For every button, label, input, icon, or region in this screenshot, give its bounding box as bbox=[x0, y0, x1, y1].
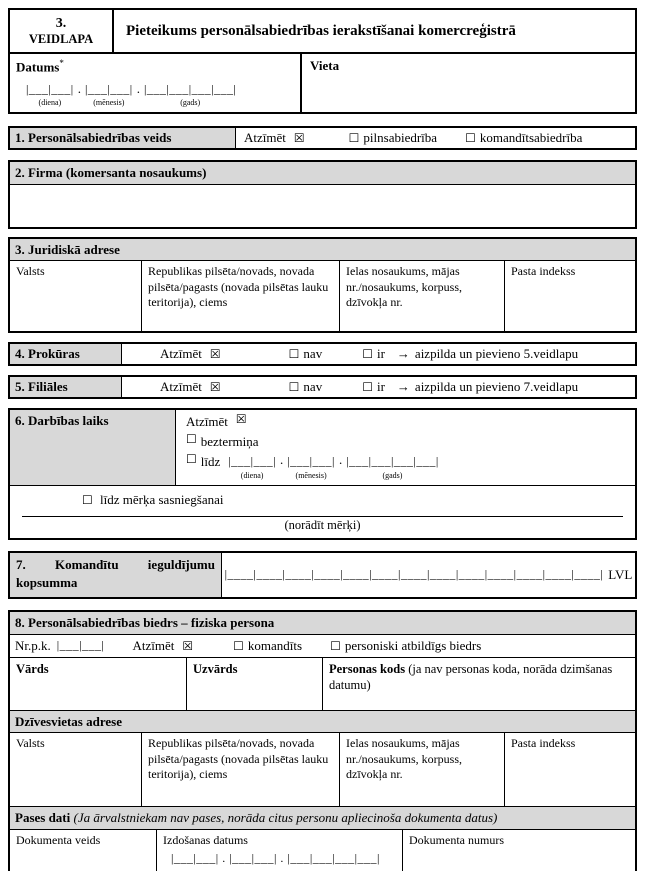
address-country-label: Valsts bbox=[16, 736, 45, 751]
firma-input-area[interactable] bbox=[10, 185, 635, 227]
passport-note-text: (Ja ārvalstniekam nav pases, norāda citus personu apliecinoša dokumenta datus) bbox=[73, 810, 498, 826]
option-beztermina-label: beztermiņa bbox=[200, 433, 259, 449]
date-separator: . bbox=[338, 451, 343, 467]
checkbox-empty-icon[interactable]: ☐ bbox=[288, 347, 300, 362]
atzimet-mark[interactable] bbox=[160, 346, 221, 362]
personal-code-note: (ja nav personas koda, norāda dzimšanas datumu) bbox=[329, 661, 613, 692]
until-month-group[interactable] bbox=[287, 453, 335, 481]
surname-label: Uzvārds bbox=[193, 661, 238, 676]
until-year-group[interactable] bbox=[346, 453, 439, 481]
date-separator: . bbox=[279, 451, 284, 467]
date-label-line bbox=[16, 58, 294, 75]
personal-code-cell[interactable] bbox=[323, 658, 635, 710]
form-word: VEIDLAPA bbox=[28, 31, 94, 46]
checkbox-empty-icon[interactable]: ☐ bbox=[82, 492, 93, 507]
date-place-row bbox=[10, 54, 635, 112]
doc-number-label: Dokumenta numurs bbox=[409, 832, 504, 847]
date-label: Datums bbox=[16, 59, 60, 75]
top-block bbox=[8, 8, 637, 114]
form-header bbox=[10, 10, 635, 54]
date-year-group[interactable] bbox=[144, 82, 237, 108]
address-street-cell[interactable] bbox=[340, 261, 505, 331]
doc-issue-cell[interactable] bbox=[157, 830, 403, 871]
checkbox-checked-icon[interactable]: ☒ bbox=[235, 412, 247, 427]
option-pilnsabiedriba[interactable] bbox=[349, 130, 437, 146]
section3-title: 3. Juridiskā adrese bbox=[10, 239, 635, 262]
address-city-cell[interactable] bbox=[142, 261, 340, 331]
document-table bbox=[10, 830, 635, 871]
checkbox-empty-icon[interactable]: ☐ bbox=[362, 380, 373, 395]
option-nav-label: nav bbox=[303, 379, 323, 395]
passport-title-text: Pases dati bbox=[15, 810, 71, 826]
option-goal[interactable] bbox=[82, 491, 627, 509]
checkbox-empty-icon[interactable]: ☐ bbox=[288, 380, 300, 395]
checkbox-checked-icon[interactable]: ☒ bbox=[209, 380, 221, 395]
section5 bbox=[8, 375, 637, 399]
option-lidz-date[interactable] bbox=[186, 453, 625, 481]
atzimet-label: Atzīmēt bbox=[132, 637, 175, 653]
arrow-right-icon: → bbox=[396, 379, 410, 395]
doc-type-label: Dokumenta veids bbox=[16, 832, 101, 847]
nr-blanks[interactable]: |___|___| bbox=[56, 638, 105, 652]
atzimet-mark[interactable] bbox=[160, 379, 221, 395]
section6-content bbox=[176, 410, 635, 485]
until-year-blanks[interactable]: |___|___|___|___| bbox=[346, 453, 439, 468]
option-atbildigs-biedrs-label: personiski atbildīgs biedrs bbox=[344, 637, 482, 653]
checkbox-empty-icon[interactable]: ☐ bbox=[186, 431, 197, 446]
person-name-table bbox=[10, 658, 635, 711]
section5-content bbox=[122, 377, 635, 397]
option-komandits-label: komandīts bbox=[247, 637, 303, 653]
goal-caption: (norādīt mērķi) bbox=[284, 517, 361, 532]
option-nav[interactable] bbox=[289, 346, 323, 362]
checkbox-empty-icon[interactable]: ☐ bbox=[362, 347, 373, 362]
option-nav[interactable] bbox=[289, 379, 323, 395]
date-month-caption: (mēnesis) bbox=[93, 98, 125, 108]
until-month-caption: (mēnesis) bbox=[295, 471, 327, 481]
date-day-blanks[interactable]: |___|___| bbox=[26, 82, 74, 97]
option-pilnsabiedriba-label: pilnsabiedrība bbox=[363, 130, 438, 145]
form-number-badge bbox=[10, 10, 114, 52]
date-month-blanks[interactable]: |___|___| bbox=[84, 82, 133, 97]
section6 bbox=[8, 408, 637, 540]
section3 bbox=[8, 237, 637, 334]
address-country-label: Valsts bbox=[16, 264, 45, 279]
until-day-blanks[interactable]: |___|___| bbox=[228, 453, 276, 468]
arrow-right-icon: → bbox=[396, 346, 410, 362]
date-field[interactable] bbox=[26, 82, 294, 108]
section4-note bbox=[397, 346, 578, 362]
until-month-blanks[interactable]: |___|___| bbox=[287, 453, 335, 468]
address-city-label: Republikas pilsēta/novads, novada pilsēta/pagasts (novada pilsētas lauku teritorija), ciems bbox=[148, 264, 329, 310]
option-ir-label: ir bbox=[376, 379, 385, 395]
place-label: Vieta bbox=[310, 58, 340, 73]
address-country-cell[interactable] bbox=[10, 261, 142, 331]
address-street-label: Ielas nosaukums, mājas nr./nosaukums, korpuss, dzīvokļa nr. bbox=[346, 264, 463, 310]
option-atbildigs-biedrs[interactable] bbox=[330, 638, 481, 654]
checkbox-checked-icon[interactable]: ☒ bbox=[209, 347, 221, 362]
doc-issue-label: Izdošanas datums bbox=[163, 832, 248, 847]
date-month-group[interactable] bbox=[85, 82, 133, 108]
date-day-caption: (diena) bbox=[38, 98, 62, 108]
atzimet-label: Atzīmēt bbox=[186, 414, 228, 430]
member-type-row bbox=[10, 635, 635, 658]
amount-blanks[interactable]: |____|____|____|____|____|____|____|____|____|____|____|____|____| bbox=[224, 567, 604, 582]
name-label: Vārds bbox=[16, 661, 49, 676]
date-year-blanks[interactable]: |___|___|___|___| bbox=[143, 82, 237, 97]
section6-title: 6. Darbības laiks bbox=[10, 410, 176, 485]
doc-number-cell[interactable] bbox=[403, 830, 635, 871]
option-ir-label: ir bbox=[376, 346, 385, 362]
option-ir[interactable] bbox=[362, 346, 385, 362]
section1-title: 1. Personālsabiedrības veids bbox=[10, 128, 236, 148]
address-street-label: Ielas nosaukums, mājas nr./nosaukums, korpuss, dzīvokļa nr. bbox=[346, 736, 463, 782]
option-beztermina[interactable] bbox=[186, 433, 625, 452]
address-postal-cell[interactable] bbox=[505, 261, 635, 331]
address-street-cell[interactable] bbox=[340, 733, 505, 806]
date-separator: . bbox=[136, 81, 140, 97]
nr-label: Nr.p.k. bbox=[15, 637, 51, 653]
section7 bbox=[8, 551, 637, 599]
checkbox-checked-icon[interactable]: ☒ bbox=[293, 131, 305, 145]
section6-goal-area bbox=[10, 485, 635, 538]
name-cell[interactable] bbox=[10, 658, 187, 710]
address-city-label: Republikas pilsēta/novads, novada pilsēta/pagasts (novada pilsētas lauku teritorija), ciems bbox=[148, 736, 329, 782]
residence-address-table bbox=[10, 733, 635, 807]
section1 bbox=[8, 126, 637, 150]
checkbox-empty-icon[interactable]: ☐ bbox=[233, 638, 244, 653]
section4-title: 4. Prokūras bbox=[10, 344, 122, 364]
atzimet-mark[interactable] bbox=[186, 413, 625, 432]
currency-label: LVL bbox=[608, 566, 633, 582]
address-postal-cell[interactable] bbox=[505, 733, 635, 806]
atzimet-label: Atzīmēt bbox=[160, 346, 202, 362]
section4-content bbox=[122, 344, 635, 364]
doc-type-cell[interactable] bbox=[10, 830, 157, 871]
address-postal-label: Pasta indekss bbox=[511, 736, 576, 751]
section5-note-text: aizpilda un pievieno 7.veidlapu bbox=[414, 379, 579, 395]
checkbox-empty-icon[interactable]: ☐ bbox=[348, 131, 360, 145]
checkbox-empty-icon[interactable]: ☐ bbox=[465, 131, 476, 145]
checkbox-empty-icon[interactable]: ☐ bbox=[186, 451, 197, 466]
option-nav-label: nav bbox=[303, 346, 323, 362]
checkbox-checked-icon[interactable]: ☒ bbox=[182, 638, 194, 653]
personal-code-label: Personas kods bbox=[329, 661, 406, 676]
form-title: Pieteikums personālsabiedrības ierakstīšanai komercreģistrā bbox=[126, 22, 516, 39]
atzimet-mark[interactable] bbox=[244, 130, 305, 146]
date-year-caption: (gads) bbox=[180, 98, 201, 108]
address-country-cell[interactable] bbox=[10, 733, 142, 806]
section2 bbox=[8, 160, 637, 229]
section1-content bbox=[236, 128, 635, 148]
option-komandits[interactable] bbox=[233, 638, 302, 654]
doc-issue-date-field[interactable]: |___|___| . |___|___| . |___|___|___|___| bbox=[171, 851, 380, 866]
amount-field[interactable] bbox=[222, 553, 635, 597]
date-asterisk: * bbox=[59, 58, 64, 68]
residence-address-title: Dzīvesvietas adrese bbox=[10, 711, 635, 734]
date-day-group[interactable] bbox=[26, 82, 74, 108]
passport-data-title bbox=[10, 807, 635, 830]
until-year-caption: (gads) bbox=[382, 471, 403, 481]
atzimet-label: Atzīmēt bbox=[160, 379, 202, 395]
section4-note-text: aizpilda un pievieno 5.veidlapu bbox=[414, 346, 579, 362]
section4 bbox=[8, 342, 637, 366]
option-komanditsabiedriba-label: komandītsabiedrība bbox=[479, 130, 583, 145]
place-cell[interactable] bbox=[302, 54, 635, 112]
date-separator: . bbox=[77, 81, 81, 97]
address-city-cell[interactable] bbox=[142, 733, 340, 806]
nr-field[interactable] bbox=[15, 638, 104, 654]
legal-address-table bbox=[10, 261, 635, 331]
section8-title: 8. Personālsabiedrības biedrs – fiziska persona bbox=[10, 612, 635, 635]
section6-top bbox=[10, 410, 635, 485]
option-goal-label: līdz mērķa sasniegšanai bbox=[100, 491, 224, 507]
section5-title: 5. Filiāles bbox=[10, 377, 122, 397]
option-komanditsabiedriba[interactable] bbox=[465, 130, 582, 146]
section7-title: 7. Komandītu ieguldījumu kopsumma bbox=[10, 553, 222, 597]
surname-cell[interactable] bbox=[187, 658, 323, 710]
until-day-caption: (diena) bbox=[240, 471, 264, 481]
section5-note bbox=[397, 379, 578, 395]
address-postal-label: Pasta indekss bbox=[511, 264, 576, 279]
atzimet-label: Atzīmēt bbox=[244, 130, 286, 145]
checkbox-empty-icon[interactable]: ☐ bbox=[330, 638, 341, 653]
option-ir[interactable] bbox=[362, 379, 385, 395]
atzimet-mark[interactable] bbox=[132, 638, 193, 654]
until-day-group[interactable] bbox=[228, 453, 276, 481]
section2-title: 2. Firma (komersanta nosaukums) bbox=[10, 162, 635, 185]
date-cell[interactable] bbox=[10, 54, 302, 112]
section8 bbox=[8, 610, 637, 871]
option-lidz-label: līdz bbox=[200, 453, 221, 469]
form-number: 3. bbox=[55, 15, 67, 31]
